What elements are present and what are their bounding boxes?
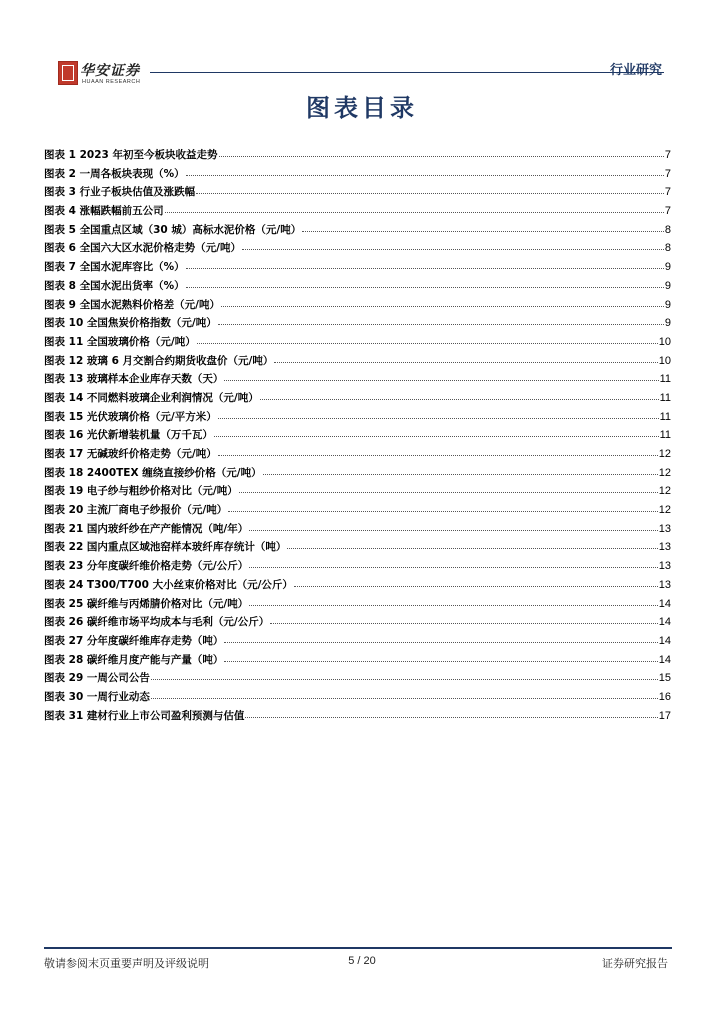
footer-disclaimer[interactable]: 敬请参阅末页重要声明及评级说明 xyxy=(44,957,209,970)
toc-leader-dots xyxy=(245,707,657,718)
toc-entry-title: 图表 21 国内玻纤纱在产产能情况（吨/年） xyxy=(44,522,249,535)
toc-leader-dots xyxy=(224,370,658,381)
page-title: 图表目录 xyxy=(306,94,418,122)
toc-entry-page: 11 xyxy=(659,373,671,386)
toc-entry-page: 10 xyxy=(658,335,671,348)
toc-entry-title: 图表 20 主流厂商电子纱报价（元/吨） xyxy=(44,504,228,517)
toc-leader-dots xyxy=(239,482,658,493)
toc-entry-page: 12 xyxy=(658,504,671,517)
toc-entry-title: 图表 11 全国玻璃价格（元/吨） xyxy=(44,335,196,348)
toc-entry-page: 8 xyxy=(664,242,671,255)
toc-entry[interactable] xyxy=(44,520,671,539)
toc-entry-page: 17 xyxy=(658,709,671,722)
toc-leader-dots xyxy=(294,576,658,587)
toc-entry-page: 7 xyxy=(664,186,671,199)
toc-entry-title: 图表 16 光伏新增装机量（万千瓦） xyxy=(44,429,213,442)
toc-entry[interactable] xyxy=(44,352,671,371)
toc-entry-title: 图表 28 碳纤维月度产能与产量（吨） xyxy=(44,653,224,666)
toc-entry-page: 12 xyxy=(658,448,671,460)
toc-entry[interactable] xyxy=(44,464,671,483)
toc-leader-dots xyxy=(242,239,664,250)
toc-entry[interactable] xyxy=(44,333,671,352)
toc-entry[interactable] xyxy=(44,239,671,258)
toc-entry-page: 9 xyxy=(664,261,671,274)
footer-report-type: 证券研究报告 xyxy=(602,957,668,970)
toc-entry-title: 图表 8 全国水泥出货率（%） xyxy=(44,279,185,292)
toc-entry[interactable] xyxy=(44,595,671,614)
toc-entry[interactable] xyxy=(44,557,671,576)
toc-leader-dots xyxy=(219,146,664,157)
toc-entry[interactable] xyxy=(44,408,671,427)
toc-leader-dots xyxy=(249,557,657,568)
toc-entry-title: 图表 6 全国六大区水泥价格走势（元/吨） xyxy=(44,242,241,255)
toc-entry-page: 12 xyxy=(658,485,671,498)
toc-entry[interactable] xyxy=(44,707,671,726)
toc-entry-title: 图表 1 2023 年初至今板块收益走势 xyxy=(44,149,218,161)
toc-entry[interactable] xyxy=(44,538,671,557)
toc-entry-page: 13 xyxy=(658,560,671,573)
toc-entry-page: 9 xyxy=(664,279,671,292)
toc-leader-dots xyxy=(197,333,658,344)
logo-english-text: HUAAN RESEARCH xyxy=(82,79,141,85)
toc-entry-page: 8 xyxy=(664,223,671,236)
toc-entry-title: 图表 10 全国焦炭价格指数（元/吨） xyxy=(44,317,217,330)
huaan-logo-icon xyxy=(58,61,78,85)
toc-leader-dots xyxy=(186,258,664,269)
toc-leader-dots xyxy=(302,221,664,232)
page-header xyxy=(0,0,724,92)
toc-entry-title: 图表 4 涨幅跌幅前五公司 xyxy=(44,205,164,218)
toc-entry[interactable] xyxy=(44,669,671,688)
page-indicator: 5 / 20 xyxy=(348,955,376,967)
toc-entry[interactable] xyxy=(44,482,671,501)
toc-leader-dots xyxy=(218,314,664,325)
toc-entry-page: 14 xyxy=(658,634,671,647)
toc-entry-title: 图表 31 建材行业上市公司盈利预测与估值 xyxy=(44,709,245,722)
toc-entry[interactable] xyxy=(44,613,671,632)
toc-leader-dots xyxy=(270,613,657,624)
footer-divider xyxy=(44,947,672,949)
toc-entry[interactable] xyxy=(44,688,671,707)
toc-entry-page: 11 xyxy=(659,410,671,423)
toc-entry[interactable] xyxy=(44,389,671,408)
toc-entry[interactable] xyxy=(44,296,671,315)
toc-entry-page: 7 xyxy=(664,167,671,180)
toc-leader-dots xyxy=(165,202,664,213)
toc-entry-page: 14 xyxy=(658,597,671,610)
toc-entry-page: 10 xyxy=(658,354,671,367)
toc-entry-title: 图表 22 国内重点区域池窑样本玻纤库存统计（吨） xyxy=(44,541,287,554)
toc-leader-dots xyxy=(218,445,658,456)
toc-entry[interactable] xyxy=(44,165,671,184)
toc-entry[interactable] xyxy=(44,314,671,333)
toc-leader-dots xyxy=(274,352,657,363)
toc-entry[interactable] xyxy=(44,146,671,165)
toc-entry-page: 12 xyxy=(658,466,671,479)
toc-entry-page: 16 xyxy=(658,690,671,703)
toc-leader-dots xyxy=(151,688,658,699)
toc-entry-title: 图表 14 不同燃料玻璃企业利润情况（元/吨） xyxy=(44,391,259,404)
toc-entry-title: 图表 23 分年度碳纤维价格走势（元/公斤） xyxy=(44,560,249,573)
toc-entry-page: 13 xyxy=(658,522,671,535)
toc-leader-dots xyxy=(221,296,664,307)
toc-entry-title: 图表 15 光伏玻璃价格（元/平方米） xyxy=(44,410,217,423)
toc-entry-page: 13 xyxy=(658,541,671,554)
toc-entry-page: 14 xyxy=(658,653,671,666)
toc-entry-page: 7 xyxy=(664,205,671,218)
toc-leader-dots xyxy=(214,426,659,437)
toc-entry-title: 图表 27 分年度碳纤维库存走势（吨） xyxy=(44,634,224,647)
toc-entry[interactable] xyxy=(44,221,671,240)
toc-entry-title: 图表 26 碳纤维市场平均成本与毛利（元/公斤） xyxy=(44,616,270,629)
toc-entry[interactable] xyxy=(44,651,671,670)
toc-entry[interactable] xyxy=(44,632,671,651)
toc-entry-title: 图表 7 全国水泥库容比（%） xyxy=(44,261,185,274)
toc-entry[interactable] xyxy=(44,258,671,277)
toc-entry-title: 图表 19 电子纱与粗纱价格对比（元/吨） xyxy=(44,485,238,498)
header-divider xyxy=(150,72,664,73)
toc-entry-title: 图表 13 玻璃样本企业库存天数（天） xyxy=(44,373,224,386)
toc-entry[interactable] xyxy=(44,183,671,202)
toc-entry-page: 13 xyxy=(658,578,671,591)
toc-leader-dots xyxy=(186,277,664,288)
toc-leader-dots xyxy=(186,165,664,176)
toc-entry-page: 11 xyxy=(659,391,671,404)
toc-entry-title: 图表 29 一周公司公告 xyxy=(44,672,150,685)
toc-leader-dots xyxy=(224,632,657,643)
toc-list xyxy=(44,146,671,725)
toc-entry-page: 9 xyxy=(664,317,671,330)
toc-leader-dots xyxy=(228,501,657,512)
toc-entry-title: 图表 25 碳纤维与丙烯腈价格对比（元/吨） xyxy=(44,597,249,610)
toc-leader-dots xyxy=(218,408,659,419)
section-tag: 行业研究 xyxy=(609,63,662,78)
toc-leader-dots xyxy=(196,183,664,194)
toc-entry-page: 9 xyxy=(664,298,671,311)
toc-entry[interactable] xyxy=(44,370,671,389)
toc-entry-title: 图表 18 2400TEX 缠绕直接纱价格（元/吨） xyxy=(44,466,262,479)
toc-entry[interactable] xyxy=(44,426,671,445)
toc-entry[interactable] xyxy=(44,501,671,520)
toc-entry-title: 图表 24 T300/T700 大小丝束价格对比（元/公斤） xyxy=(44,578,293,591)
toc-leader-dots xyxy=(260,389,659,400)
toc-entry-title: 图表 17 无碱玻纤价格走势（元/吨） xyxy=(44,448,217,460)
toc-leader-dots xyxy=(287,538,657,549)
toc-entry[interactable] xyxy=(44,277,671,296)
toc-leader-dots xyxy=(224,651,657,662)
toc-leader-dots xyxy=(249,595,657,606)
toc-entry[interactable] xyxy=(44,576,671,595)
toc-entry-title: 图表 9 全国水泥熟料价格差（元/吨） xyxy=(44,298,220,311)
toc-leader-dots xyxy=(263,464,658,475)
toc-leader-dots xyxy=(249,520,657,531)
toc-entry-page: 7 xyxy=(664,149,671,161)
toc-entry-title: 图表 12 玻璃 6 月交割合约期货收盘价（元/吨） xyxy=(44,354,274,367)
toc-entry[interactable] xyxy=(44,445,671,464)
toc-entry-page: 14 xyxy=(658,616,671,629)
toc-leader-dots xyxy=(151,669,658,680)
toc-entry-title: 图表 30 一周行业动态 xyxy=(44,690,150,703)
toc-entry-title: 图表 3 行业子板块估值及涨跌幅 xyxy=(44,186,196,199)
toc-entry-page: 15 xyxy=(658,672,671,685)
toc-entry-page: 11 xyxy=(659,429,671,442)
toc-entry-title: 图表 2 一周各板块表现（%） xyxy=(44,167,185,180)
toc-entry[interactable] xyxy=(44,202,671,221)
logo-chinese-text: 华安证券 xyxy=(80,63,140,79)
toc-entry-title: 图表 5 全国重点区域（30 城）高标水泥价格（元/吨） xyxy=(44,223,302,236)
